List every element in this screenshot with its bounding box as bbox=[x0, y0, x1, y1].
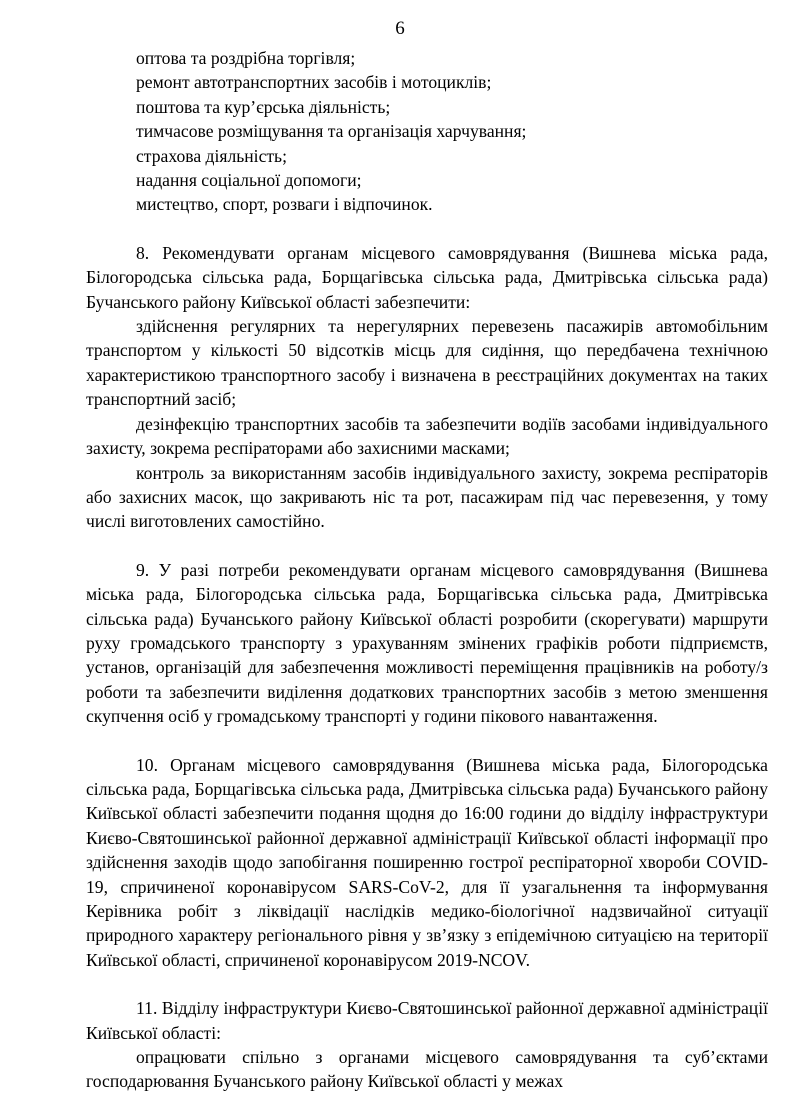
list-item: поштова та кур’єрська діяльність; bbox=[136, 96, 391, 117]
page-number: 6 bbox=[395, 18, 405, 39]
paragraph-11-intro: 11. Відділу інфраструктури Києво-Святошинської районної державної адміністрації Київської області: bbox=[86, 998, 768, 1043]
paragraph-10: 10. Органам місцевого самоврядування (Вишнева міська рада, Білогородська сільська рада, Борщагівська сільська рада, Дмитрівська сільська рада) Бучанського району Київської області забезпечити подання щодня до 16:00 години до відділу інфраструктури Києво-Святошинської районної державної адміністрації Київської області інформації про здійснення заходів щодо запобігання поширенню гострої респіраторної хвороби COVID-19, спричиненої коронавірусом SARS-CoV-2, для її узагальнення та інформування Керівника робіт з ліквідації наслідків медико-біологічної надзвичайної ситуації природного характеру регіонального рівня у зв’язку з епідемічною ситуацією на території Київської області, спричиненої коронавірусом 2019-NCOV. bbox=[86, 754, 768, 970]
list-item: надання соціальної допомоги; bbox=[136, 170, 362, 191]
paragraph-8-intro: 8. Рекомендувати органам місцевого самоврядування (Вишнева міська рада, Білогородська сільська рада, Борщагівська сільська рада, Дмитрівська сільська рада) Бучанського району Київської області забезпечити: bbox=[86, 242, 768, 312]
paragraph-8-item: контроль за використанням засобів індивідуального захисту, зокрема респіраторів або захисних масок, що закривають ніс та рот, пасажирам під час перевезення, у тому числі виготовлених самостійно. bbox=[86, 462, 768, 532]
list-item: ремонт автотранспортних засобів і мотоциклів; bbox=[136, 72, 492, 93]
activity-list bbox=[86, 46, 768, 217]
spacer bbox=[86, 217, 768, 241]
document-body bbox=[86, 46, 768, 1094]
spacer bbox=[86, 729, 768, 753]
spacer bbox=[86, 972, 768, 996]
paragraph-8-item: дезінфекцію транспортних засобів та забезпечити водіїв засобами індивідуального захисту, зокрема респіраторами або захисними масками; bbox=[86, 413, 768, 459]
list-item: страхова діяльність; bbox=[136, 145, 287, 166]
list-item: оптова та роздрібна торгівля; bbox=[136, 48, 356, 68]
spacer bbox=[86, 534, 768, 558]
paragraph-11-item: опрацювати спільно з органами місцевого самоврядування та суб’єктами господарювання Бучанського району Київської області у межах bbox=[86, 1047, 768, 1092]
list-item: мистецтво, спорт, розваги і відпочинок. bbox=[136, 194, 433, 215]
paragraph-8 bbox=[86, 241, 768, 534]
list-item: тимчасове розміщування та організація харчування; bbox=[136, 121, 527, 142]
paragraph-9: 9. У разі потреби рекомендувати органам місцевого самоврядування (Вишнева міська рада, Білогородська сільська рада, Борщагівська сільська рада, Дмитрівська сільська рада) Бучанського району Київської області розробити (скорегувати) маршрути руху громадського транспорту з урахуванням змінених графіків роботи підприємств, установ, організацій для забезпечення можливості переміщення працівників на роботу/з роботи та забезпечити виділення додаткових транспортних засобів з метою зменшення скупчення осіб у громадському транспорті у години пікового навантаження. bbox=[86, 559, 768, 727]
paragraph-11 bbox=[86, 996, 768, 1094]
paragraph-8-item: здійснення регулярних та нерегулярних перевезень пасажирів автомобільним транспортом у кількості 50 відсотків місць для сидіння, що передбачена технічною характеристикою транспортного засобу і визначена в реєстраційних документах на таких транспортний засіб; bbox=[86, 316, 768, 410]
